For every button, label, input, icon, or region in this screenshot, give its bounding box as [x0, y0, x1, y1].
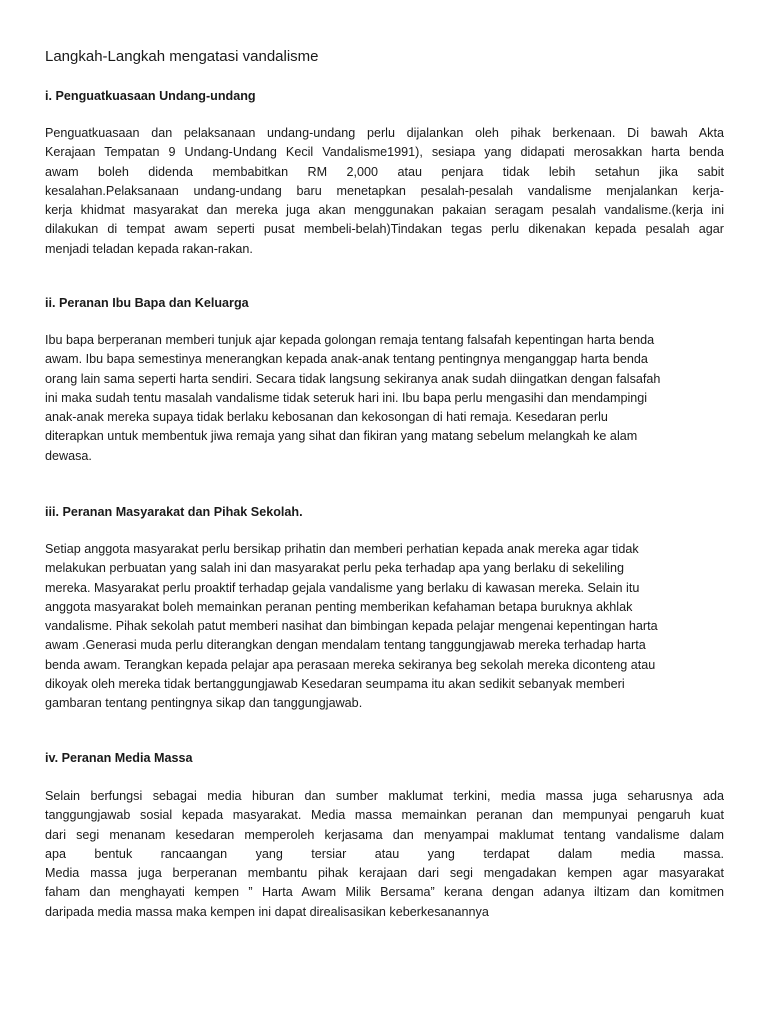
paragraph-line: awam boleh didenda membabitkan RM 2,000 atau penjara tidak lebih setahun jika sabit	[45, 164, 724, 179]
section-heading-community-school: iii. Peranan Masyarakat dan Pihak Sekolah.	[45, 505, 303, 519]
section-heading-parents: ii. Peranan Ibu Bapa dan Keluarga	[45, 296, 249, 310]
paragraph-line: daripada media massa maka kempen ini dapat direalisasikan keberkesanannya	[45, 904, 489, 919]
paragraph-line: Ibu bapa berperanan memberi tunjuk ajar kepada golongan remaja tentang falsafah kepentingan harta benda	[45, 333, 655, 347]
paragraph-line: anak-anak mereka supaya tidak berlaku kebosanan dan kekosongan di hati remaja. Kesedaran perlu	[45, 410, 608, 425]
paragraph-line: menjadi teladan kepada rakan-rakan.	[45, 241, 253, 256]
paragraph-line: tanggungjawab sosial kepada masyarakat. Media massa memainkan peranan dan mempunyai pengaruh kuat	[45, 808, 724, 823]
paragraph-line: vandalisme. Pihak sekolah patut memberi nasihat dan bimbingan kepada pelajar mengenai kepentingan harta	[45, 619, 658, 634]
paragraph-line: Penguatkuasaan dan pelaksanaan undang-undang perlu dijalankan oleh pihak berkenaan. Di bawah Akta	[45, 126, 724, 140]
paragraph-line: Setiap anggota masyarakat perlu bersikap prihatin dan memberi perhatian kepada anak mereka agar tidak	[45, 542, 639, 556]
paragraph-line: awam. Ibu bapa semestinya menerangkan kepada anak-anak tentang pentingnya menganggap harta benda	[45, 352, 648, 367]
paragraph-line: kesalahan.Pelaksanaan undang-undang baru menetapkan pesalah-pesalah vandalisme menjalankan kerja-	[45, 183, 724, 198]
paragraph-line: apa bentuk rancaangan yang tersiar atau yang terdapat dalam media massa.	[45, 846, 724, 861]
paragraph-line: kerja khidmat masyarakat dan mereka juga akan menggunakan pakaian seragam pesalah vandalisme.(kerja ini	[45, 203, 724, 218]
paragraph-line: dewasa.	[45, 448, 92, 463]
section-paragraph-mass-media	[45, 787, 724, 922]
paragraph-line: ini maka sudah tentu masalah vandalisme tidak seteruk hari ini. Ibu bapa perlu mengasihi dan mendampingi	[45, 390, 648, 405]
paragraph-line: anggota masyarakat boleh memainkan peranan penting memberikan kefahaman betapa buruknya akhlak	[45, 599, 633, 614]
section-heading-enforcement: i. Penguatkuasaan Undang-undang	[45, 89, 256, 103]
section-paragraph-enforcement	[45, 124, 724, 259]
paragraph-line: mereka. Masyarakat perlu proaktif terhadap gejala vandalisme yang berlaku di kawasan mereka. Selain itu	[45, 580, 640, 595]
paragraph-line: dikoyak oleh mereka tidak bertanggungjawab Kesedaran seumpama itu akan sedikit sebanyak memberi	[45, 677, 625, 692]
paragraph-line: diterapkan untuk membentuk jiwa remaja yang sihat dan fikiran yang matang sebelum melangkah ke alam	[45, 429, 638, 444]
paragraph-line: faham dan menghayati kempen ” Harta Awam Milik Bersama” kerana dengan adanya iltizam dan komitmen	[45, 885, 724, 900]
section-paragraph-parents	[45, 331, 724, 466]
paragraph-line: gambaran tentang pentingnya sikap dan tanggungjawab.	[45, 696, 363, 711]
document-title: Langkah-Langkah mengatasi vandalisme	[45, 48, 319, 65]
section-paragraph-community-school	[45, 540, 724, 714]
paragraph-line: dilakukan di tempat awam seperti pusat membeli-belah)Tindakan tegas perlu dikenakan kepada pesalah agar	[45, 222, 724, 237]
paragraph-line: dari segi menanam kesedaran memperoleh kerjasama dan menyampai maklumat tentang vandalisme dalam	[45, 827, 724, 842]
paragraph-line: orang lain sama seperti harta sendiri. Secara tidak langsung sekiranya anak sudah diingatkan dengan falsafah	[45, 371, 661, 386]
paragraph-line: melakukan perbuatan yang salah ini dan masyarakat perlu peka terhadap apa yang berlaku di sekeliling	[45, 561, 624, 576]
section-heading-mass-media: iv. Peranan Media Massa	[45, 751, 193, 765]
paragraph-line: awam .Generasi muda perlu diterangkan dengan mendalam tentang tanggungjawab mereka terhadap harta	[45, 638, 646, 653]
paragraph-line: Kerajaan Tempatan 9 Undang-Undang Kecil Vandalisme1991), sesiapa yang didapati merosakkan harta benda	[45, 145, 724, 160]
paragraph-line: benda awam. Terangkan kepada pelajar apa perasaan mereka sekiranya beg sekolah mereka diconteng atau	[45, 657, 656, 672]
paragraph-line: Media massa juga berperanan membantu pihak kerajaan dari segi mengadakan kempen agar masyarakat	[45, 866, 724, 881]
paragraph-line: Selain berfungsi sebagai media hiburan dan sumber maklumat terkini, media massa juga seharusnya ada	[45, 789, 724, 803]
